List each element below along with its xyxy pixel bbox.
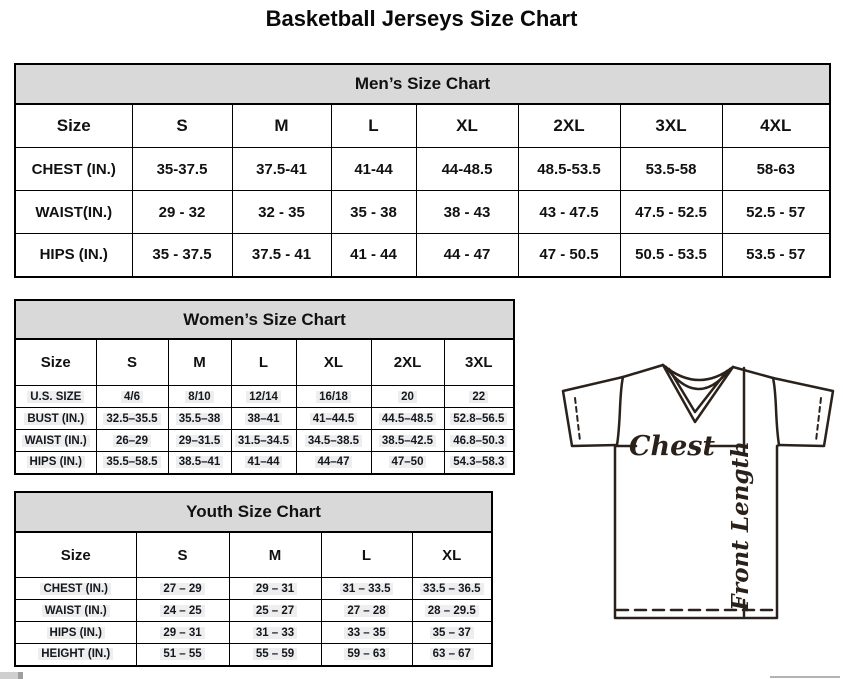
value-cell: 59 – 63: [321, 644, 412, 666]
value-cell: 38.5–41: [168, 452, 231, 474]
value-cell: 51 – 55: [136, 644, 229, 666]
value-cell: 35 - 38: [331, 191, 416, 234]
value-cell: 32.5–35.5: [96, 408, 168, 430]
value-cell: 20: [371, 386, 444, 408]
table-row: [15, 386, 514, 408]
value-cell: 48.5-53.5: [518, 148, 620, 191]
table-row: [15, 600, 492, 622]
value-cell: 37.5-41: [232, 148, 331, 191]
value-cell: 32 - 35: [232, 191, 331, 234]
size-header-cell: 3XL: [620, 104, 722, 148]
value-cell: 41 - 44: [331, 234, 416, 277]
value-cell: 54.3–58.3: [444, 452, 514, 474]
value-cell: 34.5–38.5: [296, 430, 371, 452]
row-label: BUST (IN.): [15, 408, 96, 430]
size-header-cell: Size: [15, 339, 96, 386]
table-row: [15, 578, 492, 600]
size-header-cell: M: [229, 532, 321, 578]
value-cell: 53.5 - 57: [722, 234, 830, 277]
value-cell: 16/18: [296, 386, 371, 408]
value-cell: 25 – 27: [229, 600, 321, 622]
size-header-cell: S: [136, 532, 229, 578]
table-row: [15, 234, 830, 277]
row-label: HIPS (IN.): [15, 622, 136, 644]
value-cell: 41-44: [331, 148, 416, 191]
value-cell: 41–44: [231, 452, 296, 474]
value-cell: 35.5–38: [168, 408, 231, 430]
value-cell: 55 – 59: [229, 644, 321, 666]
value-cell: 31 – 33: [229, 622, 321, 644]
table-row: [15, 452, 514, 474]
value-cell: 38–41: [231, 408, 296, 430]
scrollbar-track-fragment: [770, 676, 840, 678]
value-cell: 53.5-58: [620, 148, 722, 191]
value-cell: 24 – 25: [136, 600, 229, 622]
size-header-cell: L: [231, 339, 296, 386]
youth-size-table: [14, 491, 493, 667]
value-cell: 37.5 - 41: [232, 234, 331, 277]
value-cell: 47.5 - 52.5: [620, 191, 722, 234]
chest-label: Chest: [629, 431, 715, 462]
size-header-cell: M: [168, 339, 231, 386]
value-cell: 35 – 37: [412, 622, 492, 644]
value-cell: 29 – 31: [136, 622, 229, 644]
page-title: Basketball Jerseys Size Chart: [265, 6, 578, 31]
scrollbar-thumb[interactable]: [0, 672, 18, 679]
value-cell: 29 – 31: [229, 578, 321, 600]
value-cell: 50.5 - 53.5: [620, 234, 722, 277]
value-cell: 31.5–34.5: [231, 430, 296, 452]
size-header-cell: S: [96, 339, 168, 386]
size-header-cell: 2XL: [371, 339, 444, 386]
jersey-measurement-diagram: [558, 360, 840, 646]
value-cell: 47–50: [371, 452, 444, 474]
size-header-cell: L: [321, 532, 412, 578]
table-row: [15, 644, 492, 666]
size-header-cell: Size: [15, 104, 132, 148]
size-header-cell: M: [232, 104, 331, 148]
table-title: Youth Size Chart: [15, 492, 492, 532]
row-label: U.S. SIZE: [15, 386, 96, 408]
table-title: Men’s Size Chart: [15, 64, 830, 104]
value-cell: 38.5–42.5: [371, 430, 444, 452]
value-cell: 44.5–48.5: [371, 408, 444, 430]
value-cell: 33 – 35: [321, 622, 412, 644]
value-cell: 44-48.5: [416, 148, 518, 191]
row-label: WAIST (IN.): [15, 600, 136, 622]
size-header-cell: Size: [15, 532, 136, 578]
value-cell: 35 - 37.5: [132, 234, 232, 277]
size-header-cell: 3XL: [444, 339, 514, 386]
value-cell: 4/6: [96, 386, 168, 408]
womens-size-table: [14, 299, 515, 475]
value-cell: 35.5–58.5: [96, 452, 168, 474]
value-cell: 63 – 67: [412, 644, 492, 666]
value-cell: 12/14: [231, 386, 296, 408]
value-cell: 8/10: [168, 386, 231, 408]
value-cell: 52.8–56.5: [444, 408, 514, 430]
row-label: CHEST (IN.): [15, 578, 136, 600]
jersey-outline-icon: [558, 360, 840, 646]
row-label: HEIGHT (IN.): [15, 644, 136, 666]
table-row: [15, 191, 830, 234]
size-header-cell: 2XL: [518, 104, 620, 148]
value-cell: 27 – 29: [136, 578, 229, 600]
value-cell: 44 - 47: [416, 234, 518, 277]
front-length-label: Front Length: [727, 441, 754, 611]
value-cell: 29 - 32: [132, 191, 232, 234]
size-header-cell: XL: [416, 104, 518, 148]
value-cell: 33.5 – 36.5: [412, 578, 492, 600]
table-title-row: [15, 64, 830, 104]
scrollbar-thumb-edge: [18, 672, 23, 679]
value-cell: 46.8–50.3: [444, 430, 514, 452]
table-row: [15, 148, 830, 191]
mens-size-table: [14, 63, 831, 278]
value-cell: 26–29: [96, 430, 168, 452]
row-label: WAIST(IN.): [15, 191, 132, 234]
value-cell: 28 – 29.5: [412, 600, 492, 622]
value-cell: 41–44.5: [296, 408, 371, 430]
value-cell: 47 - 50.5: [518, 234, 620, 277]
table-title-row: [15, 492, 492, 532]
size-header-cell: XL: [296, 339, 371, 386]
row-label: HIPS (IN.): [15, 234, 132, 277]
size-header-cell: 4XL: [722, 104, 830, 148]
value-cell: 31 – 33.5: [321, 578, 412, 600]
row-label: WAIST (IN.): [15, 430, 96, 452]
size-header-row: [15, 532, 492, 578]
value-cell: 22: [444, 386, 514, 408]
row-label: CHEST (IN.): [15, 148, 132, 191]
table-row: [15, 622, 492, 644]
table-title-row: [15, 300, 514, 339]
size-header-cell: L: [331, 104, 416, 148]
size-header-row: [15, 104, 830, 148]
table-row: [15, 408, 514, 430]
value-cell: 29–31.5: [168, 430, 231, 452]
value-cell: 38 - 43: [416, 191, 518, 234]
table-title: Women’s Size Chart: [15, 300, 514, 339]
value-cell: 52.5 - 57: [722, 191, 830, 234]
size-header-cell: XL: [412, 532, 492, 578]
row-label: HIPS (IN.): [15, 452, 96, 474]
value-cell: 27 – 28: [321, 600, 412, 622]
value-cell: 35-37.5: [132, 148, 232, 191]
size-header-row: [15, 339, 514, 386]
value-cell: 58-63: [722, 148, 830, 191]
size-header-cell: S: [132, 104, 232, 148]
value-cell: 44–47: [296, 452, 371, 474]
value-cell: 43 - 47.5: [518, 191, 620, 234]
table-row: [15, 430, 514, 452]
